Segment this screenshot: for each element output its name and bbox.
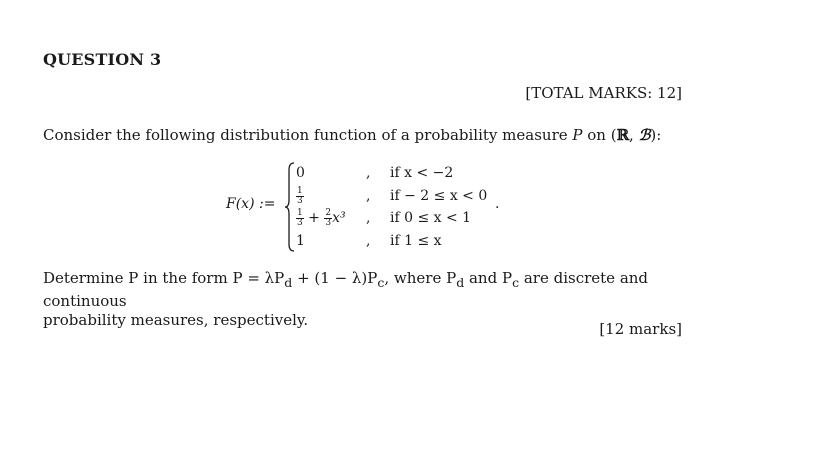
fraction: $\frac{2}{3}$ bbox=[325, 207, 332, 228]
case-comma: , bbox=[366, 210, 371, 226]
case-comma: , bbox=[366, 165, 371, 181]
case-comma: , bbox=[366, 188, 371, 204]
intro-on: on ( bbox=[582, 126, 617, 144]
case-condition: if 0 ≤ x < 1 bbox=[390, 210, 472, 226]
measure-symbol: P bbox=[572, 126, 583, 144]
case-value: $\frac{1}{3}$ + $\frac{2}{3}$ x³ bbox=[297, 207, 346, 228]
reals-symbol: ℝ bbox=[616, 126, 630, 144]
fraction: $\frac{1}{3}$ bbox=[297, 207, 303, 228]
fraction: $\frac{1}{3}$ bbox=[297, 185, 303, 206]
intro-comma: , bbox=[629, 126, 639, 144]
case-value: 1 bbox=[296, 233, 305, 249]
task-line-2: probability measures, respectively. bbox=[43, 311, 309, 329]
question-title: QUESTION 3 bbox=[43, 50, 162, 69]
borel-symbol: ℬ bbox=[638, 126, 651, 144]
total-marks: [TOTAL MARKS: 12] bbox=[525, 84, 682, 102]
marks-label: [12 marks] bbox=[599, 320, 682, 338]
formula-lhs: F(x) := bbox=[226, 196, 276, 212]
formula-period: . bbox=[495, 196, 500, 212]
case-value: 0 bbox=[296, 165, 305, 181]
case-condition: if − 2 ≤ x < 0 bbox=[390, 188, 488, 204]
task-text: Determine P in the form $P = \lambda P_d + (1 - \lambda)P_c$, where $P_d$ and $P_c$ are discrete and continuous probability measures, respectively. bbox=[43, 269, 649, 329]
case-condition: if 1 ≤ x bbox=[390, 233, 442, 249]
intro-end: ): bbox=[650, 126, 662, 144]
case-condition: if x < −2 bbox=[390, 165, 454, 181]
case-value bbox=[296, 185, 304, 207]
distribution-function bbox=[226, 162, 526, 254]
case-comma: , bbox=[366, 233, 371, 249]
intro-text: Consider the following distribution function of a probability measure bbox=[43, 126, 573, 144]
question-intro bbox=[43, 126, 661, 144]
left-brace bbox=[285, 162, 295, 252]
